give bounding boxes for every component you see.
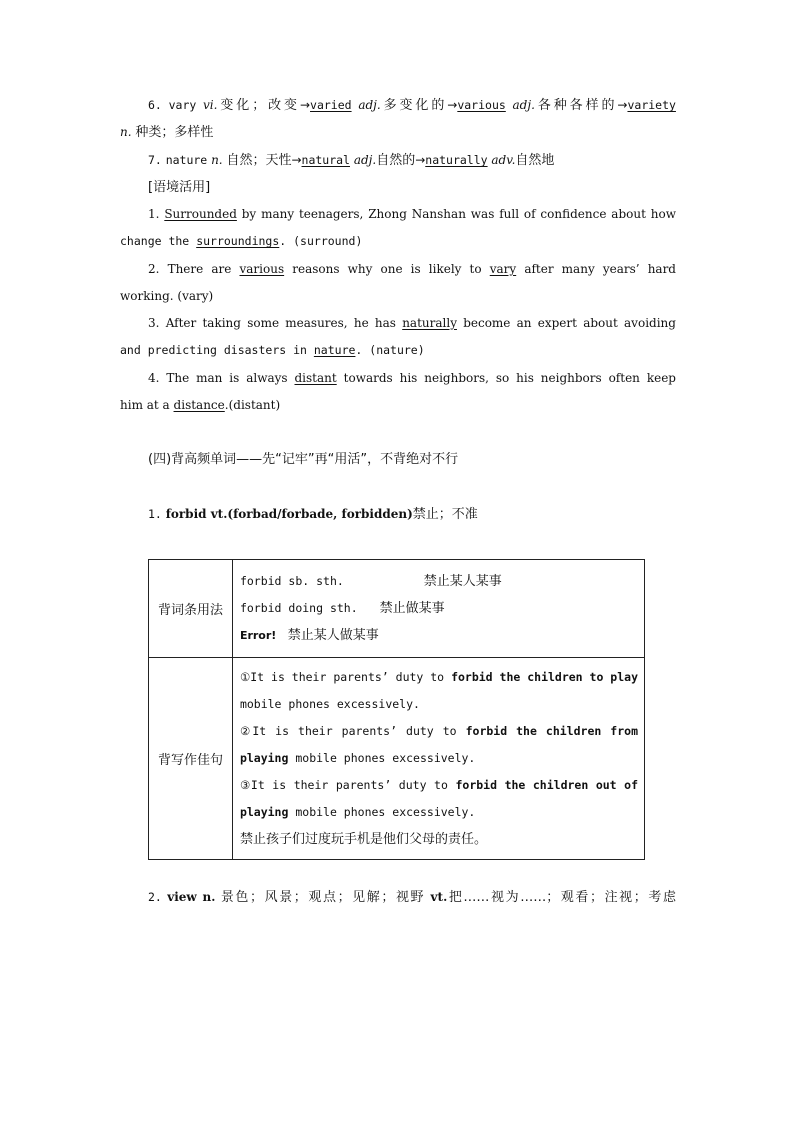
arrow-icon: →: [291, 153, 302, 167]
exercise-4-line1: [120, 365, 676, 392]
exercise-4-line2: [120, 392, 676, 419]
writing-label: 背写作佳句: [149, 658, 233, 860]
exercise-2-line1: [120, 256, 676, 283]
usage-label: 背词条用法: [149, 560, 233, 658]
sentence-text: . (surround): [279, 234, 363, 248]
exercise-3-line2: [120, 337, 676, 364]
sentence-1-line2: mobile phones excessively.: [239, 697, 420, 711]
arrow-icon: →: [415, 153, 426, 167]
view-entry-heading: [120, 884, 676, 911]
exercise-number: 4.: [148, 371, 160, 385]
sentence-text: It is their parents’ duty to: [250, 670, 445, 684]
section-4-title: (四)背高频单词——先“记牢”再“用活”，不背绝对不行: [148, 452, 459, 467]
sentence-3-line1: [240, 772, 638, 799]
meaning: 种类；多样性: [135, 125, 214, 140]
meaning: 景色；风景；观点；见解；视野: [220, 890, 426, 905]
sentence-text: . (nature): [355, 343, 425, 357]
verb-forms: (forbad/forbade, forbidden): [227, 507, 413, 521]
forbid-entry-heading: [120, 501, 676, 528]
meaning: 自然；天性: [226, 153, 292, 168]
answer: naturally: [402, 316, 457, 330]
part-of-speech: vi.: [203, 98, 218, 112]
exercise-number: 1.: [148, 207, 160, 221]
meaning: 禁止；不准: [412, 507, 478, 522]
derivative-various: various: [457, 98, 506, 112]
answer: vary: [489, 262, 517, 276]
usage-en: forbid sb. sth.: [239, 574, 344, 588]
derivative-variety: variety: [627, 98, 676, 112]
key-phrase: forbid the children from: [465, 724, 638, 738]
sentence-text: It is their parents’ duty to: [250, 778, 448, 792]
exercise-2-line2: working. (vary): [120, 289, 214, 303]
answer: Surrounded: [164, 207, 237, 221]
sentence-text: by many teenagers, Zhong Nanshan was full of confidence about how: [241, 207, 676, 221]
key-phrase: playing: [239, 805, 289, 819]
sentence-2-line2: [240, 745, 638, 772]
sentence-marker: ③: [239, 778, 251, 792]
usage-content: [232, 560, 644, 658]
sentence-text: him at a: [120, 398, 170, 412]
answer: various: [239, 262, 285, 276]
part-of-speech: adj.: [512, 98, 535, 112]
usage-line: [240, 568, 638, 595]
forbid-table: [148, 559, 645, 860]
meaning: 各种各样的: [534, 98, 618, 113]
arrow-icon: →: [299, 98, 311, 112]
sentence-marker: ①: [239, 670, 251, 684]
part-of-speech: adv.: [491, 153, 516, 167]
part-of-speech: adj.: [353, 153, 377, 167]
headword: forbid vt.: [165, 507, 228, 521]
sentence-marker: ②: [239, 724, 253, 738]
derivative-varied: varied: [310, 98, 352, 112]
part-of-speech: n.: [211, 153, 223, 167]
item-number: 1.: [148, 507, 162, 521]
exercise-number: 3.: [148, 316, 160, 330]
part-of-speech: vt.: [430, 890, 448, 904]
sentence-text: towards his neighbors, so his neighbors often keep: [343, 371, 676, 385]
meaning: 自然地: [515, 153, 555, 168]
vocab-item-6-line2: [120, 119, 676, 146]
key-phrase: forbid the children out of: [455, 778, 638, 792]
sentence-text: The man is always: [166, 371, 288, 385]
sentence-text: There are: [167, 262, 232, 276]
sentence-text: change the: [120, 234, 190, 248]
sentence-text: After taking some measures, he has: [165, 316, 396, 330]
sentence-3-line2: [240, 799, 638, 826]
context-header: [语境活用]: [148, 180, 211, 195]
sentence-text: reasons why one is likely to: [292, 262, 482, 276]
translation: 禁止孩子们过度玩手机是他们父母的责任。: [239, 832, 487, 847]
usage-cn: 禁止某人做某事: [287, 628, 379, 643]
headword: nature: [165, 153, 208, 167]
sentence-text: .(distant): [224, 398, 281, 412]
answer: distance: [173, 398, 225, 412]
usage-cn: 禁止做某事: [379, 601, 445, 616]
sentence-text: become an expert about avoiding: [463, 316, 676, 330]
arrow-icon: →: [447, 98, 458, 112]
derivative-naturally: naturally: [425, 153, 488, 167]
usage-en: forbid doing sth.: [239, 601, 358, 615]
writing-row: [149, 658, 645, 860]
exercise-3-line1: [120, 310, 676, 337]
meaning: 自然的: [376, 153, 416, 168]
usage-line: [240, 622, 638, 649]
usage-line: [240, 595, 638, 622]
writing-content: [232, 658, 644, 860]
headword: vary: [168, 98, 197, 112]
answer: surroundings: [196, 234, 280, 248]
item-number: 7.: [148, 153, 162, 167]
meaning: 变化；改变: [217, 98, 300, 113]
sentence-text: after many years’ hard: [524, 262, 676, 276]
meaning: 多变化的: [380, 98, 448, 113]
sentence-2-line1: [240, 718, 638, 745]
headword: view n.: [167, 890, 216, 904]
meaning: 把……视为……；观看；注视；考虑: [447, 890, 676, 905]
arrow-icon: →: [617, 98, 628, 112]
derivative-natural: natural: [301, 153, 350, 167]
sentence-text: mobile phones excessively.: [295, 805, 476, 819]
usage-cn: 禁止某人某事: [423, 574, 502, 589]
sentence-1-line1: [240, 664, 638, 691]
exercise-number: 2.: [148, 262, 160, 276]
item-number: 6.: [148, 98, 162, 112]
usage-row: [149, 560, 645, 658]
sentence-text: It is their parents’ duty to: [252, 724, 457, 738]
part-of-speech: n.: [120, 125, 132, 139]
exercise-1-line2: [120, 228, 676, 255]
key-phrase: playing: [239, 751, 289, 765]
answer: distant: [294, 371, 337, 385]
sentence-text: and predicting disasters in: [120, 343, 307, 357]
vocab-item-7: [120, 147, 676, 174]
usage-en: Error!: [239, 629, 277, 642]
exercise-1-line1: [120, 201, 676, 228]
answer: nature: [313, 343, 356, 357]
key-phrase: forbid the children to play: [451, 670, 638, 684]
vocab-item-6-line1: [120, 92, 676, 119]
sentence-text: mobile phones excessively.: [295, 751, 476, 765]
item-number: 2.: [148, 890, 162, 904]
part-of-speech: adj.: [358, 98, 381, 112]
